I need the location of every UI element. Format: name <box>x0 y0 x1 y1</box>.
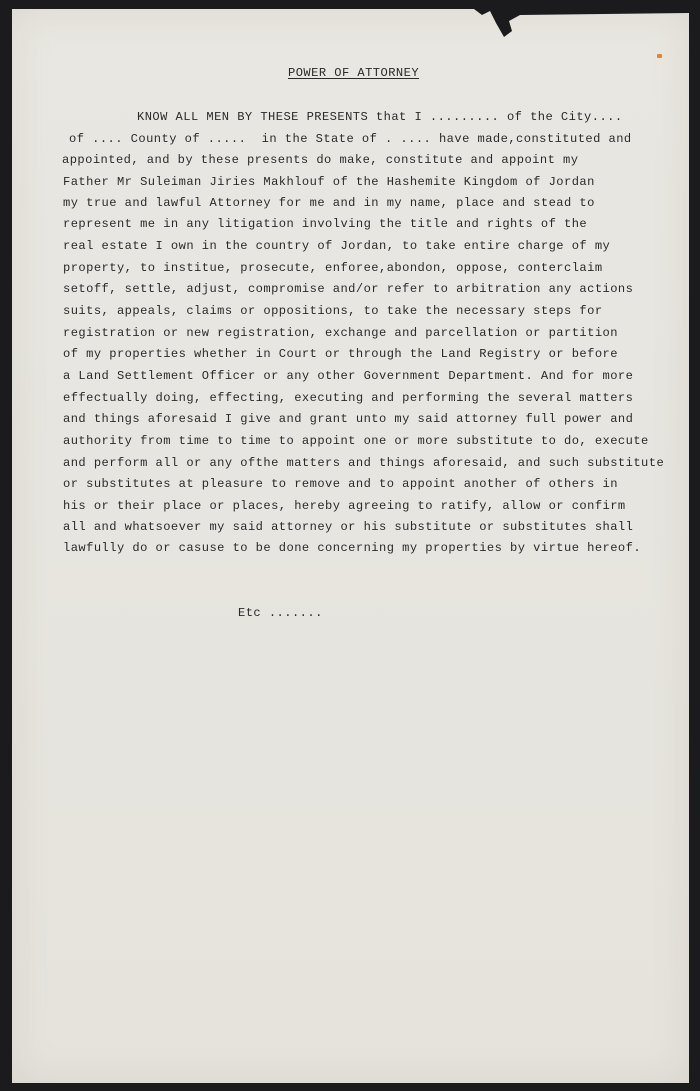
body-line-6: represent me in any litigation involving the title and rights of the <box>63 217 588 231</box>
body-line-1: KNOW ALL MEN BY THESE PRESENTS that I ......... of the City.... <box>137 110 623 124</box>
body-line-18: or substitutes at pleasure to remove and to appoint another of others in <box>63 477 618 491</box>
closing-etc: Etc ....... <box>238 606 323 620</box>
body-line-3: appointed, and by these presents do make, constitute and appoint my <box>62 153 579 167</box>
document-title: POWER OF ATTORNEY <box>288 66 420 80</box>
body-line-10: suits, appeals, claims or oppositions, to take the necessary steps for <box>63 304 603 318</box>
body-line-4: Father Mr Suleiman Jiries Makhlouf of the Hashemite Kingdom of Jordan <box>63 175 595 189</box>
body-line-9: setoff, settle, adjust, compromise and/or refer to arbitration any actions <box>63 282 634 296</box>
body-line-15: and things aforesaid I give and grant unto my said attorney full power and <box>63 412 634 426</box>
paper-mark <box>657 54 662 58</box>
body-line-12: of my properties whether in Court or through the Land Registry or before <box>63 347 618 361</box>
body-line-8: property, to institue, prosecute, enforee,abondon, oppose, conterclaim <box>63 261 603 275</box>
body-line-2: of .... County of ..... in the State of . .... have made,constituted and <box>69 132 632 146</box>
body-line-19: his or their place or places, hereby agreeing to ratify, allow or confirm <box>63 499 626 513</box>
body-line-11: registration or new registration, exchange and parcellation or partition <box>63 326 618 340</box>
body-line-14: effectually doing, effecting, executing and performing the several matters <box>63 391 634 405</box>
body-line-5: my true and lawful Attorney for me and in my name, place and stead to <box>63 196 595 210</box>
body-line-17: and perform all or any ofthe matters and things aforesaid, and such substitute <box>63 456 665 470</box>
body-line-16: authority from time to time to appoint one or more substitute to do, execute <box>63 434 649 448</box>
body-line-20: all and whatsoever my said attorney or his substitute or substitutes shall <box>63 520 634 534</box>
body-line-7: real estate I own in the country of Jordan, to take entire charge of my <box>63 239 611 253</box>
body-line-21: lawfully do or casuse to be done concerning my properties by virtue hereof. <box>63 541 642 555</box>
body-line-13: a Land Settlement Officer or any other Government Department. And for more <box>63 369 634 383</box>
